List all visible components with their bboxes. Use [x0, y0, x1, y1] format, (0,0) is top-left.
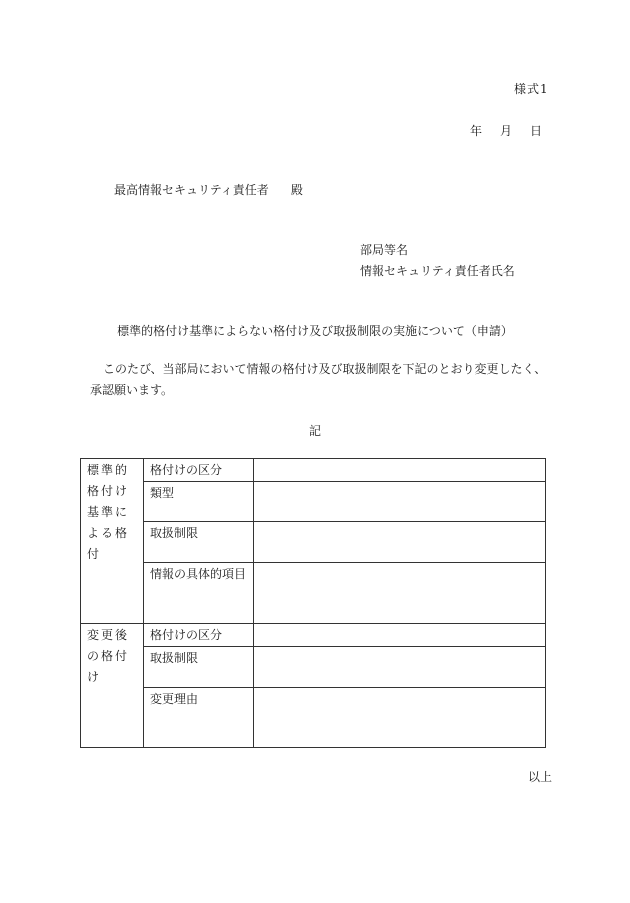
form-number: 様式1 [514, 82, 549, 96]
row-label: 変更理由 [144, 688, 254, 748]
sender-officer-label: 情報セキュリティ責任者氏名 [360, 264, 515, 278]
value-cell [254, 563, 546, 624]
addressee [114, 181, 303, 198]
table-row [81, 688, 546, 748]
table-row [81, 459, 546, 482]
value-cell [254, 459, 546, 482]
document-title: 標準的格付け基準によらない格付け及び取扱制限の実施について（申請） [117, 324, 513, 338]
date-day: 日 [530, 124, 543, 138]
table-row [81, 482, 546, 522]
table-row [81, 563, 546, 624]
date-line [470, 122, 542, 139]
date-month: 月 [500, 124, 513, 138]
addressee-name: 最高情報セキュリティ責任者 [114, 183, 269, 197]
value-cell [254, 647, 546, 688]
row-label: 格付けの区分 [144, 624, 254, 647]
row-label: 格付けの区分 [144, 459, 254, 482]
group-label-standard: 標準的格付け基準による格付 [81, 459, 144, 624]
value-cell [254, 482, 546, 522]
ki-marker: 記 [308, 424, 321, 438]
table-row [81, 624, 546, 647]
date-year: 年 [470, 124, 483, 138]
row-label: 情報の具体的項目 [144, 563, 254, 624]
row-label: 取扱制限 [144, 522, 254, 563]
row-label: 類型 [144, 482, 254, 522]
body-text-line-2: 承認願います。 [90, 383, 174, 397]
value-cell [254, 624, 546, 647]
row-label: 取扱制限 [144, 647, 254, 688]
table-row [81, 647, 546, 688]
value-cell [254, 688, 546, 748]
classification-table [80, 458, 546, 748]
addressee-honorific: 殿 [290, 183, 303, 197]
closing-marker: 以上 [528, 770, 553, 784]
table-row [81, 522, 546, 563]
body-text-line-1: このたび、当部局において情報の格付け及び取扱制限を下記のとおり変更したく、 [103, 362, 547, 376]
sender-dept-label: 部局等名 [360, 243, 409, 257]
group-label-changed: 変更後の格付け [81, 624, 144, 748]
value-cell [254, 522, 546, 563]
